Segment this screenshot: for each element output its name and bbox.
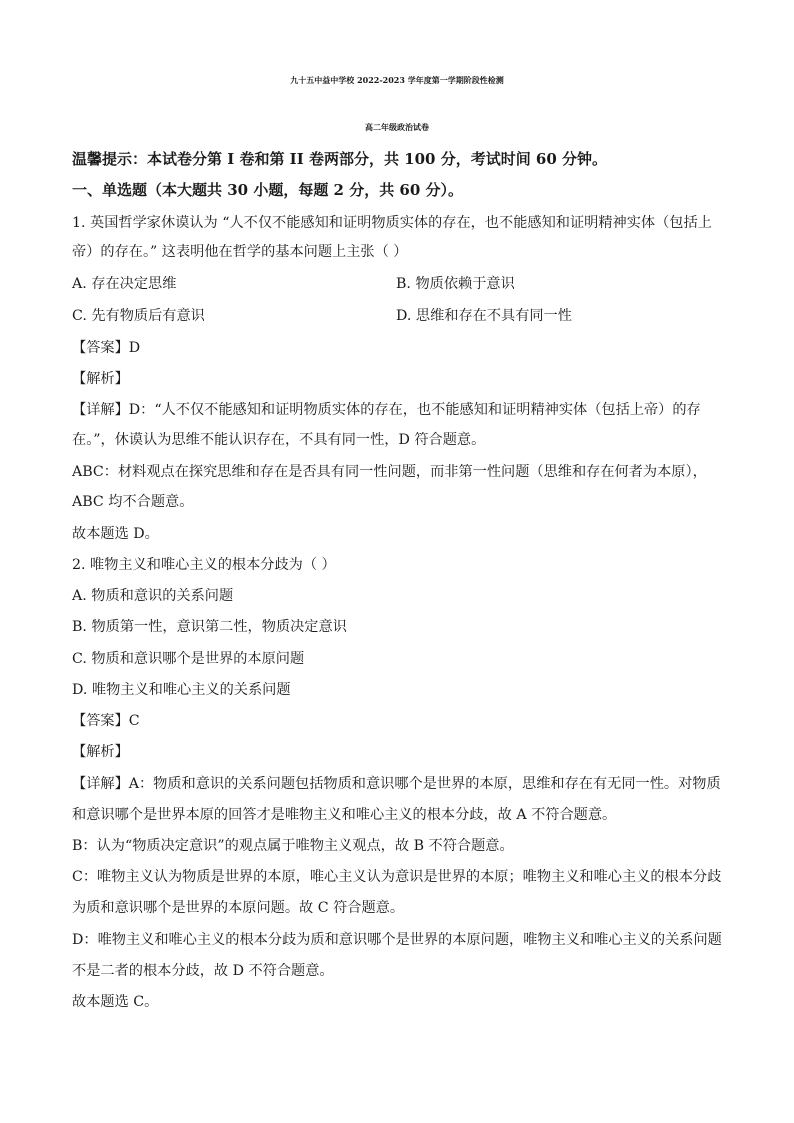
q2-detail-line: 不是二者的根本分歧，故 D 不符合题意。: [72, 963, 334, 979]
q1-option-c: C. 先有物质后有意识: [72, 308, 205, 324]
q1-conclusion: 故本题选 D。: [72, 526, 159, 542]
exam-subtitle: 高二年级政治试卷: [365, 122, 429, 132]
q2-option-b: B. 物质第一性，意识第二性，物质决定意识: [72, 619, 347, 635]
q2-option-c: C. 物质和意识哪个是世界的本原问题: [72, 651, 305, 667]
q1-detail-line: ABC：材料观点在探究思维和存在是否具有同一性问题，而非第一性问题（思维和存在何者为本原），: [72, 464, 707, 480]
q2-detail-line: B：认为“物质决定意识”的观点属于唯物主义观点，故 B 不符合题意。: [72, 838, 514, 854]
q2-answer: 【答案】C: [72, 713, 140, 729]
q2-detail-line: D：唯物主义和唯心主义的根本分歧为质和意识哪个是世界的本原问题，唯物主义和唯心主义的关系问题: [72, 932, 722, 948]
exam-title: 九十五中益中学校 2022-2023 学年度第一学期阶段性检测: [290, 75, 504, 85]
notice-text: 温馨提示：本试卷分第 I 卷和第 II 卷两部分，共 100 分，考试时间 60 分钟。: [72, 150, 608, 168]
q1-option-a: A. 存在决定思维: [72, 276, 177, 292]
q1-option-d: D. 思维和存在不具有同一性: [396, 308, 572, 324]
q2-detail-line: 和意识哪个是世界本原的回答才是唯物主义和唯心主义的根本分歧，故 A 不符合题意。: [72, 807, 617, 823]
q2-detail-line: 【详解】A：物质和意识的关系问题包括物质和意识哪个是世界的本原，思维和存在有无同一性。对物质: [72, 776, 721, 792]
q2-analysis-label: 【解析】: [72, 744, 129, 760]
q2-detail-line: C：唯物主义认为物质是世界的本原，唯心主义认为意识是世界的本原；唯物主义和唯心主义的根本分歧: [72, 869, 722, 885]
q2-stem: 2. 唯物主义和唯心主义的根本分歧为（ ）: [72, 557, 336, 573]
q1-detail-line: 【详解】D：“人不仅不能感知和证明物质实体的存在，也不能感知和证明精神实体（包括上帝）的存: [72, 402, 701, 418]
q1-stem-line: 1. 英国哲学家休谟认为 “人不仅不能感知和证明物质实体的存在，也不能感知和证明精神实体（包括上: [72, 215, 712, 231]
q1-detail-line: ABC 均不合题意。: [72, 494, 194, 510]
section-title: 一、单选题（本大题共 30 小题，每题 2 分，共 60 分）。: [72, 181, 464, 199]
q2-option-a: A. 物质和意识的关系问题: [72, 588, 234, 604]
q2-detail-line: 为质和意识哪个是世界的本原问题。故 C 符合题意。: [72, 900, 405, 916]
q1-answer: 【答案】D: [72, 340, 141, 356]
q1-stem-line: 帝）的存在。” 这表明他在哲学的基本问题上主张（ ）: [72, 244, 408, 260]
q1-option-b: B. 物质依赖于意识: [396, 276, 515, 292]
q2-option-d: D. 唯物主义和唯心主义的关系问题: [72, 682, 291, 698]
q1-analysis-label: 【解析】: [72, 371, 129, 387]
q2-conclusion: 故本题选 C。: [72, 994, 159, 1010]
q1-detail-line: 在。”，休谟认为思维不能认识存在，不具有同一性，D 符合题意。: [72, 432, 486, 448]
